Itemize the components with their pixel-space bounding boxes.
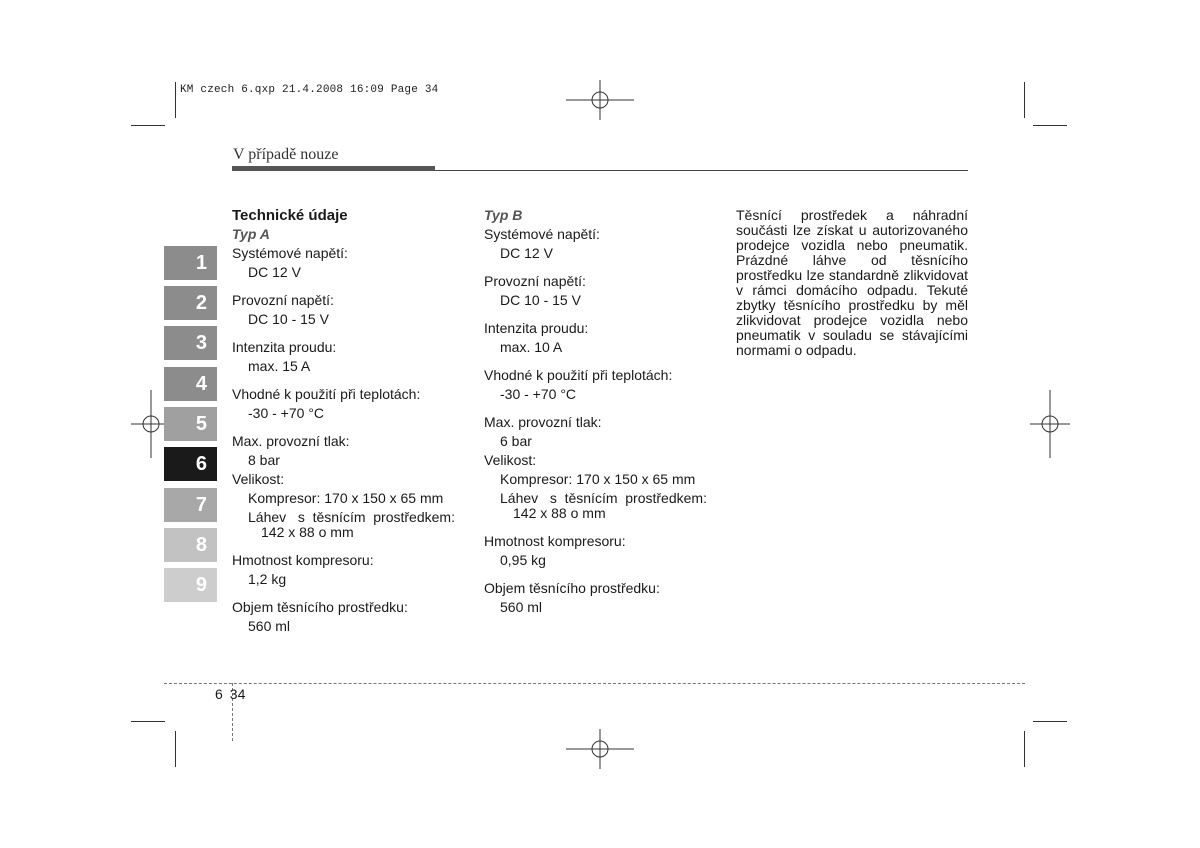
spec-value: Kompresor: 170 x 150 x 65 mm (500, 471, 696, 487)
sealant-disposal-paragraph: Těsnící prostředek a náhradní součásti lze získat u autorizovaného prodejce vozidla nebo pneumatik. Prázdné láhve od těsnícího prostředku lze standardně zlikvidovat v rámci domácího odpadu. Tekuté zbytky těsnícího prostředku by měl zlikvidovat prodejce vozidla nebo pneumatik v souladu se stávajícími normami o odpadu. (736, 207, 968, 358)
specs-column-type-b (484, 206, 724, 617)
spec-value: -30 - +70 °C (248, 405, 325, 421)
chapter-tab-5[interactable]: 5 (164, 407, 217, 441)
registration-target-icon (1030, 390, 1070, 458)
specs-heading: Technické údaje (232, 207, 348, 224)
spec-label: Systémové napětí: (232, 245, 348, 261)
crop-mark (175, 731, 176, 767)
spec-label: Provozní napětí: (484, 273, 586, 289)
chapter-tab-6-active[interactable]: 6 (164, 447, 217, 481)
section-title: V případě nouze (233, 146, 339, 163)
chapter-tab-8[interactable]: 8 (164, 528, 217, 562)
registration-target-icon (566, 80, 634, 120)
crop-mark (131, 721, 165, 722)
page-number-value: 34 (229, 686, 246, 702)
spec-label: Hmotnost kompresoru: (484, 533, 626, 549)
spec-value: Láhev s těsnícím prostředkem: (248, 509, 455, 525)
footer-divider (164, 683, 1025, 684)
crop-mark (1024, 82, 1025, 118)
type-a-label: Typ A (232, 226, 270, 242)
crop-mark (175, 82, 176, 118)
spec-value: Láhev s těsnícím prostředkem: (500, 490, 707, 506)
spec-value: max. 15 A (248, 358, 311, 374)
spec-label: Intenzita proudu: (232, 339, 337, 355)
spec-value: DC 10 - 15 V (500, 292, 581, 308)
crop-mark (1024, 731, 1025, 767)
spec-label: Velikost: (484, 452, 537, 468)
spec-value: -30 - +70 °C (500, 386, 577, 402)
spec-value: 6 bar (500, 433, 532, 449)
spec-value: Kompresor: 170 x 150 x 65 mm (248, 490, 444, 506)
type-b-label: Typ B (484, 207, 523, 223)
spec-label: Max. provozní tlak: (232, 433, 350, 449)
spec-label: Provozní napětí: (232, 292, 334, 308)
spec-label: Max. provozní tlak: (484, 414, 602, 430)
crop-mark (131, 125, 165, 126)
spec-value: 560 ml (500, 599, 543, 615)
spec-label: Objem těsnícího prostředku: (232, 599, 408, 615)
chapter-tab-4[interactable]: 4 (164, 367, 217, 401)
spec-label: Objem těsnícího prostředku: (484, 580, 660, 596)
spec-label: Intenzita proudu: (484, 320, 589, 336)
spec-value: 1,2 kg (248, 571, 287, 587)
print-slug: KM czech 6.qxp 21.4.2008 16:09 Page 34 (180, 84, 439, 96)
spec-value: 142 x 88 o mm (513, 505, 606, 521)
specs-column-type-a (232, 206, 472, 636)
spec-label: Hmotnost kompresoru: (232, 552, 374, 568)
spec-label: Systémové napětí: (484, 226, 600, 242)
spec-value: max. 10 A (500, 339, 563, 355)
chapter-tab-1[interactable]: 1 (164, 246, 217, 280)
spec-value: DC 12 V (500, 245, 553, 261)
spec-value: 8 bar (248, 452, 280, 468)
chapter-tab-9[interactable]: 9 (164, 568, 217, 602)
header-rule-thin (435, 170, 968, 171)
spec-value: 142 x 88 o mm (261, 524, 354, 540)
spec-value: 560 ml (248, 618, 291, 634)
chapter-tab-7[interactable]: 7 (164, 488, 217, 522)
crop-mark (1033, 125, 1067, 126)
spec-label: Vhodné k použití při teplotách: (484, 367, 673, 383)
page-number (215, 686, 245, 702)
crop-mark (1033, 721, 1067, 722)
spec-value: DC 12 V (248, 264, 301, 280)
header-rule-thick (232, 166, 435, 171)
registration-target-icon (566, 729, 634, 769)
spec-label: Vhodné k použití při teplotách: (232, 386, 421, 402)
spec-value: DC 10 - 15 V (248, 311, 329, 327)
chapter-tab-2[interactable]: 2 (164, 286, 217, 320)
spec-value: 0,95 kg (500, 552, 546, 568)
chapter-tab-3[interactable]: 3 (164, 326, 217, 360)
spec-label: Velikost: (232, 471, 285, 487)
page-chapter-number: 6 (215, 686, 223, 702)
